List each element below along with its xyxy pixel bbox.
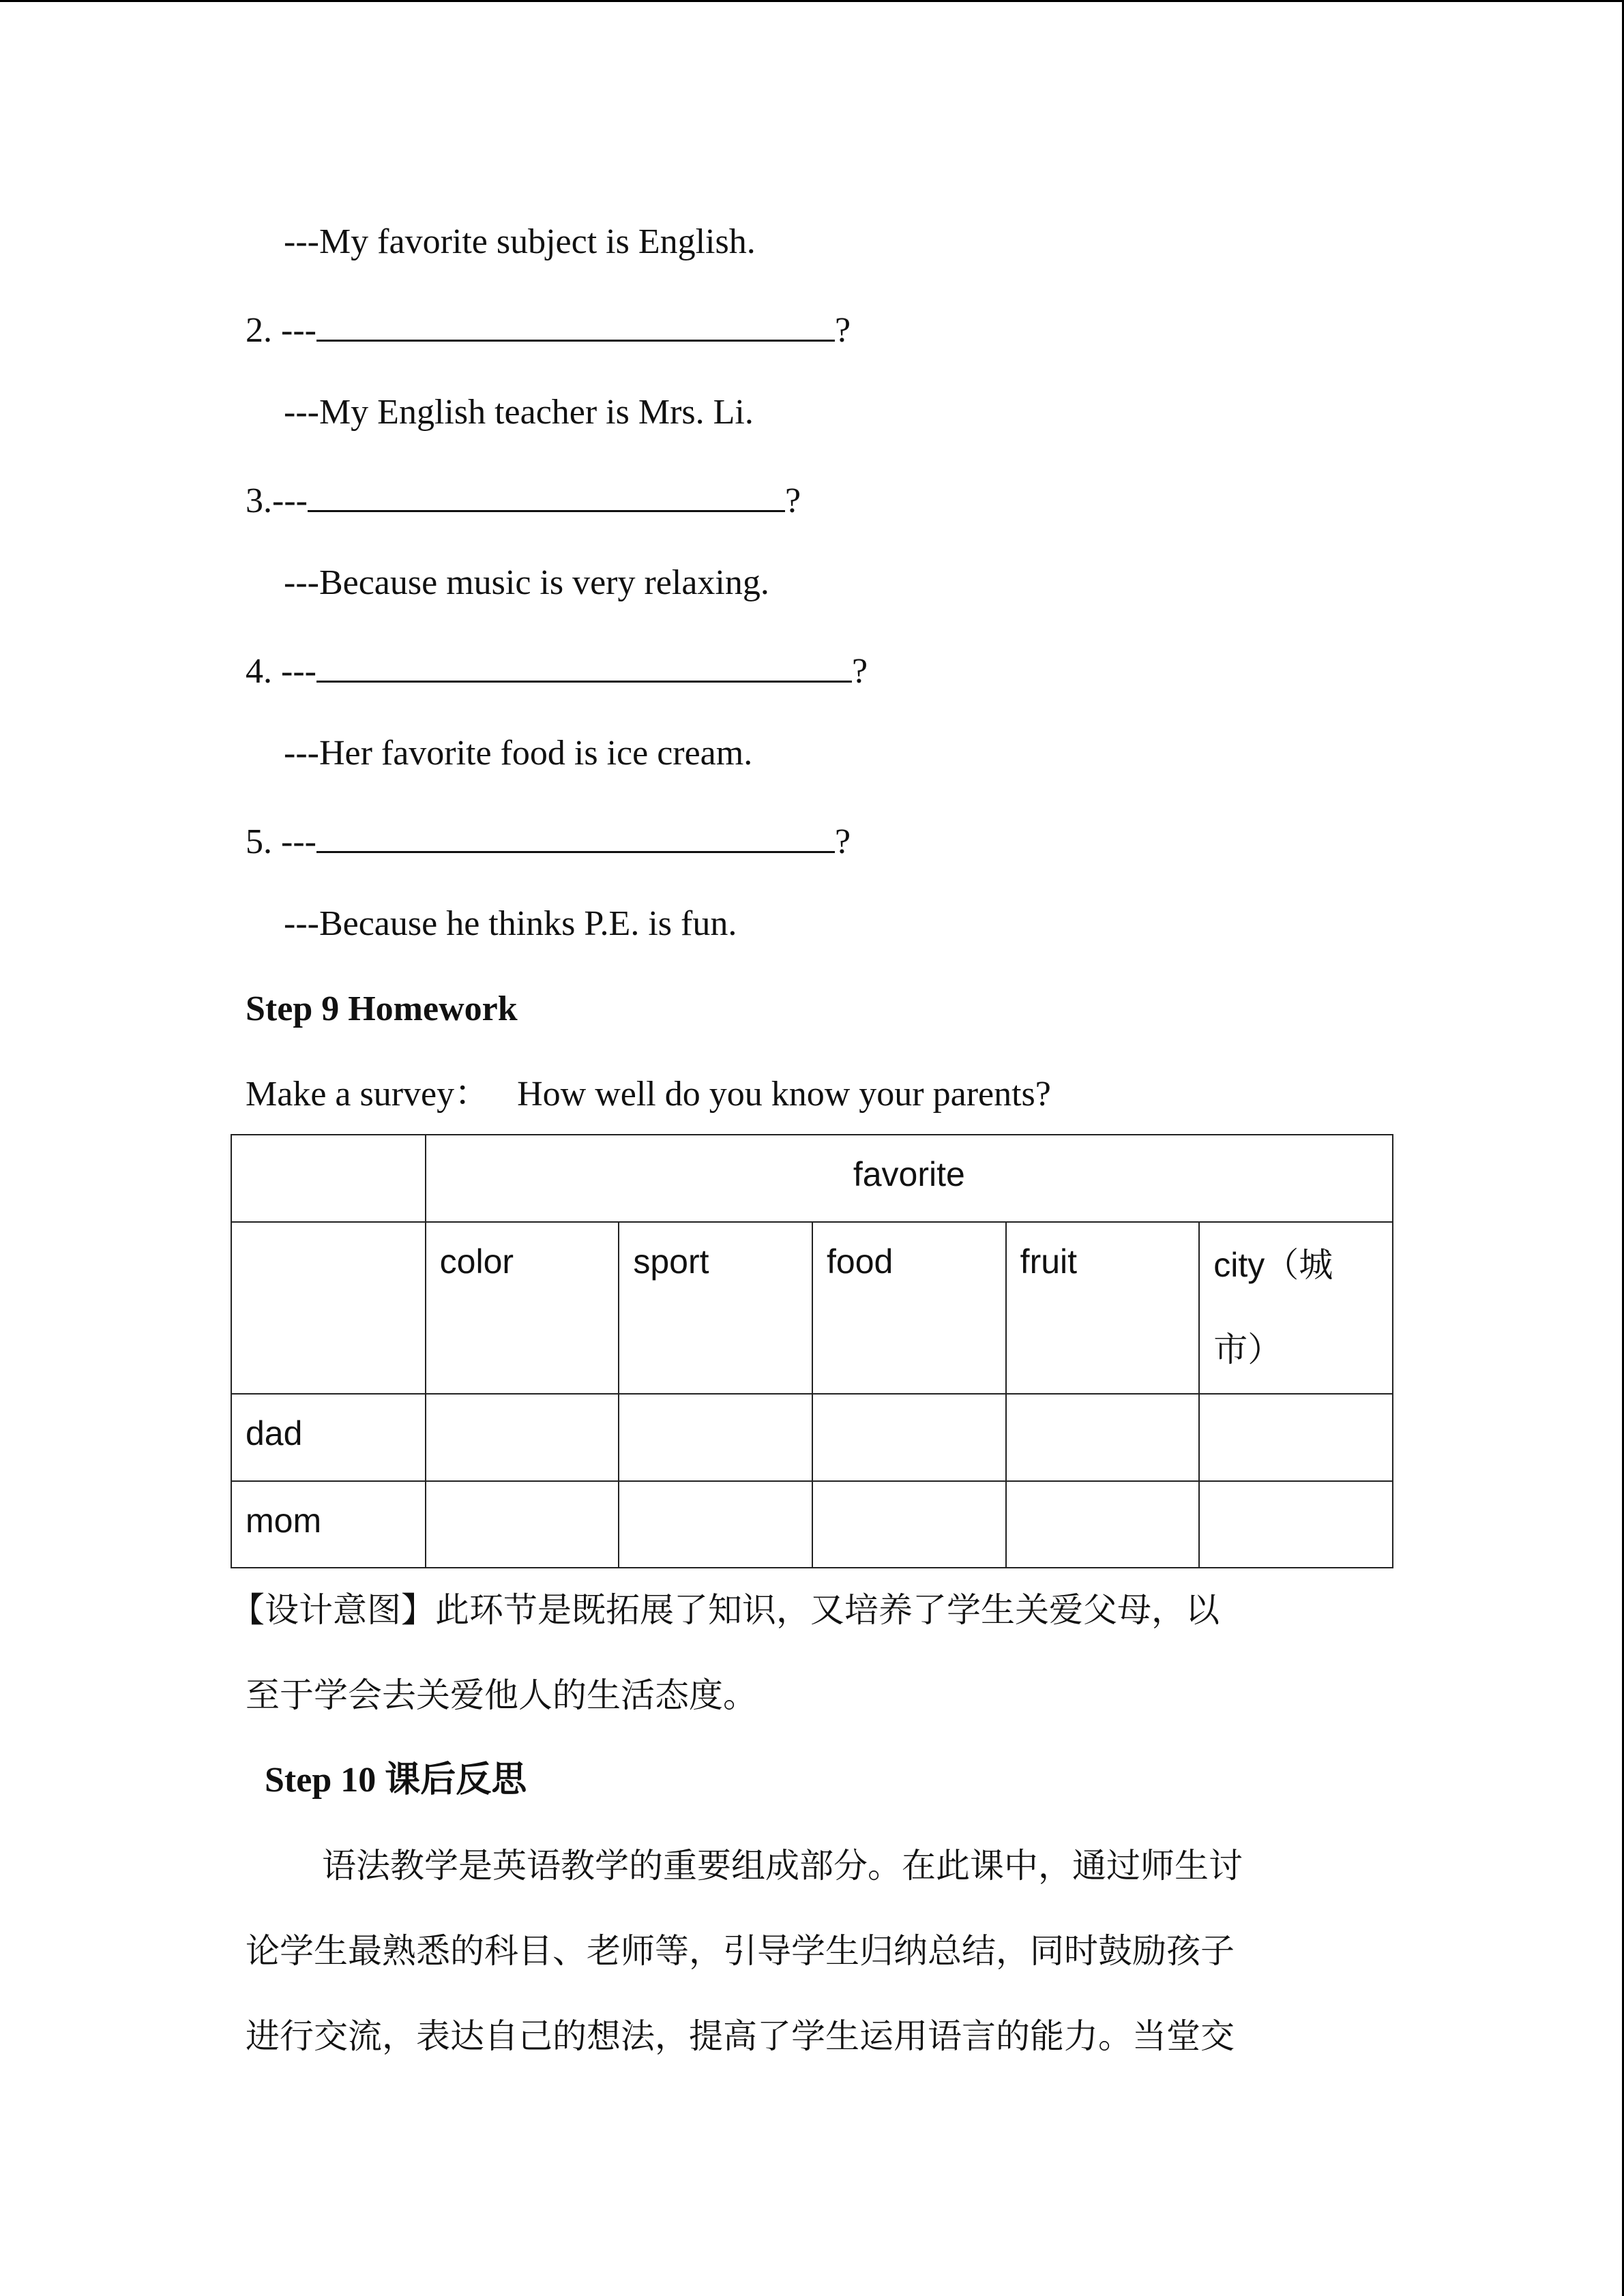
survey-prompt xyxy=(246,1074,1051,1115)
table-row xyxy=(231,1481,1393,1568)
question-number: 2. --- xyxy=(246,311,316,350)
question-number: 5. --- xyxy=(246,822,316,861)
design-intent-line-1: 【设计意图】此环节是既拓展了知识，又培养了学生关爱父母，以 xyxy=(231,1590,1220,1630)
survey-table xyxy=(231,1134,1393,1568)
reflection-line-2: 论学生最熟悉的科目、老师等，引导学生归纳总结，同时鼓励孩子 xyxy=(246,1931,1235,1971)
table-cell[interactable] xyxy=(1006,1394,1200,1481)
question-line-4 xyxy=(246,648,868,692)
table-corner-cell xyxy=(231,1135,426,1222)
question-mark: ? xyxy=(851,652,868,691)
question-line-5 xyxy=(246,818,851,863)
answer-line-3: ---Because music is very relaxing. xyxy=(284,563,769,602)
table-cell[interactable] xyxy=(619,1481,812,1568)
answer-line-1: ---My favorite subject is English. xyxy=(284,222,756,261)
table-cell[interactable] xyxy=(1199,1394,1393,1481)
answer-line-4: ---Her favorite food is ice cream. xyxy=(284,734,753,773)
question-number: 3.--- xyxy=(246,481,308,520)
column-header-color: color xyxy=(426,1222,619,1394)
column-header-sport: sport xyxy=(619,1222,812,1394)
table-columns-row xyxy=(231,1222,1393,1394)
table-cell[interactable] xyxy=(426,1481,619,1568)
table-cell[interactable] xyxy=(426,1394,619,1481)
step10-heading: Step 10 课后反思 xyxy=(265,1761,527,1800)
question-mark: ? xyxy=(784,481,801,520)
reflection-line-3: 进行交流，表达自己的想法，提高了学生运用语言的能力。当堂交 xyxy=(246,2016,1235,2056)
survey-prompt-question: How well do you know your parents? xyxy=(517,1075,1051,1114)
question-mark: ? xyxy=(834,822,851,861)
table-header-favorite: favorite xyxy=(426,1135,1393,1222)
answer-line-5: ---Because he thinks P.E. is fun. xyxy=(284,904,737,943)
table-cell[interactable] xyxy=(812,1481,1006,1568)
answer-blank[interactable] xyxy=(316,307,835,342)
row-label-mom: mom xyxy=(231,1481,426,1568)
step9-heading: Step 9 Homework xyxy=(246,989,518,1028)
question-number: 4. --- xyxy=(246,652,316,691)
table-empty-cell xyxy=(231,1222,426,1394)
column-header-food: food xyxy=(812,1222,1006,1394)
survey-prompt-label: Make a survey： xyxy=(246,1075,490,1114)
table-cell[interactable] xyxy=(1006,1481,1200,1568)
answer-blank[interactable] xyxy=(316,648,852,683)
question-line-3 xyxy=(246,477,801,522)
design-intent-line-2: 至于学会去关爱他人的生活态度。 xyxy=(246,1675,757,1715)
answer-blank[interactable] xyxy=(308,477,785,512)
table-cell[interactable] xyxy=(812,1394,1006,1481)
table-cell[interactable] xyxy=(1199,1481,1393,1568)
answer-line-2: ---My English teacher is Mrs. Li. xyxy=(284,393,754,432)
reflection-line-1: 语法教学是英语教学的重要组成部分。在此课中，通过师生讨 xyxy=(322,1846,1243,1885)
answer-blank[interactable] xyxy=(316,818,835,853)
table-cell[interactable] xyxy=(619,1394,812,1481)
table-row xyxy=(231,1394,1393,1481)
table-header-row xyxy=(231,1135,1393,1222)
question-mark: ? xyxy=(834,311,851,350)
row-label-dad: dad xyxy=(231,1394,426,1481)
column-header-fruit: fruit xyxy=(1006,1222,1200,1394)
question-line-2 xyxy=(246,307,851,351)
column-header-city: city（城市） xyxy=(1199,1222,1393,1394)
